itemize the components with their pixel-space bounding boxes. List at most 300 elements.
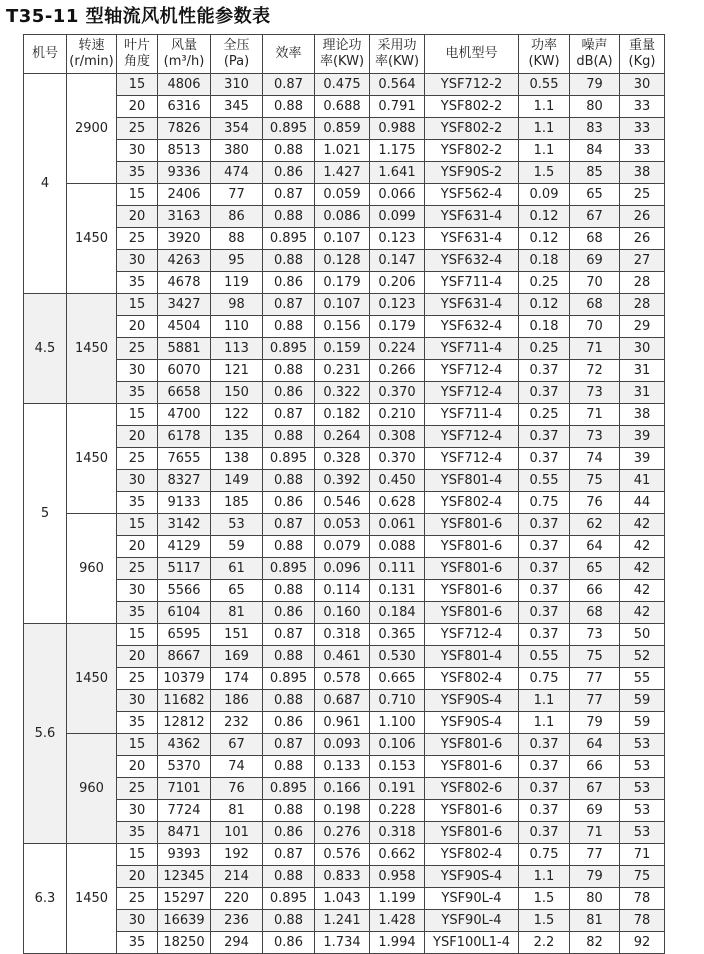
table-row	[24, 734, 665, 756]
cell-noise: 67	[570, 206, 620, 228]
cell-adopted-power: 1.994	[370, 932, 425, 954]
cell-adopted-power: 0.710	[370, 690, 425, 712]
cell-motor-model: YSF632-4	[425, 316, 519, 338]
cell-blade-angle: 35	[117, 382, 158, 404]
cell-motor-power: 0.55	[519, 646, 570, 668]
cell-theoretical-power: 0.318	[315, 624, 370, 646]
cell-efficiency: 0.87	[263, 294, 315, 316]
cell-airflow: 4678	[158, 272, 211, 294]
cell-noise: 77	[570, 668, 620, 690]
cell-theoretical-power: 0.475	[315, 74, 370, 96]
cell-theoretical-power: 0.079	[315, 536, 370, 558]
cell-efficiency: 0.87	[263, 184, 315, 206]
cell-efficiency: 0.86	[263, 492, 315, 514]
cell-blade-angle: 25	[117, 888, 158, 910]
cell-blade-angle: 20	[117, 426, 158, 448]
cell-airflow: 2406	[158, 184, 211, 206]
cell-theoretical-power: 1.043	[315, 888, 370, 910]
cell-weight: 42	[620, 602, 665, 624]
cell-motor-power: 0.09	[519, 184, 570, 206]
cell-adopted-power: 0.308	[370, 426, 425, 448]
cell-theoretical-power: 0.086	[315, 206, 370, 228]
cell-noise: 75	[570, 646, 620, 668]
cell-efficiency: 0.88	[263, 756, 315, 778]
cell-pressure: 59	[211, 536, 263, 558]
cell-efficiency: 0.88	[263, 470, 315, 492]
cell-motor-model: YSF90L-4	[425, 888, 519, 910]
cell-weight: 38	[620, 404, 665, 426]
cell-adopted-power: 0.099	[370, 206, 425, 228]
cell-theoretical-power: 0.392	[315, 470, 370, 492]
cell-motor-power: 0.25	[519, 404, 570, 426]
cell-efficiency: 0.86	[263, 932, 315, 954]
cell-pressure: 76	[211, 778, 263, 800]
cell-blade-angle: 15	[117, 74, 158, 96]
cell-speed: 2900	[67, 74, 117, 184]
cell-adopted-power: 0.123	[370, 294, 425, 316]
cell-motor-model: YSF631-4	[425, 228, 519, 250]
cell-airflow: 8513	[158, 140, 211, 162]
cell-pressure: 88	[211, 228, 263, 250]
cell-motor-power: 0.37	[519, 778, 570, 800]
cell-motor-power: 0.37	[519, 536, 570, 558]
cell-adopted-power: 1.100	[370, 712, 425, 734]
cell-airflow: 3163	[158, 206, 211, 228]
cell-speed: 1450	[67, 844, 117, 954]
cell-motor-model: YSF801-4	[425, 470, 519, 492]
cell-blade-angle: 15	[117, 404, 158, 426]
cell-theoretical-power: 0.107	[315, 228, 370, 250]
cell-weight: 42	[620, 536, 665, 558]
cell-airflow: 4263	[158, 250, 211, 272]
cell-efficiency: 0.88	[263, 140, 315, 162]
cell-blade-angle: 25	[117, 228, 158, 250]
cell-motor-power: 0.37	[519, 382, 570, 404]
cell-blade-angle: 30	[117, 470, 158, 492]
cell-pressure: 81	[211, 602, 263, 624]
cell-noise: 83	[570, 118, 620, 140]
cell-motor-model: YSF632-4	[425, 250, 519, 272]
cell-pressure: 61	[211, 558, 263, 580]
cell-adopted-power: 0.191	[370, 778, 425, 800]
cell-noise: 65	[570, 558, 620, 580]
table-row	[24, 866, 665, 888]
cell-theoretical-power: 0.133	[315, 756, 370, 778]
cell-pressure: 310	[211, 74, 263, 96]
cell-blade-angle: 20	[117, 96, 158, 118]
cell-weight: 42	[620, 558, 665, 580]
cell-pressure: 220	[211, 888, 263, 910]
cell-blade-angle: 35	[117, 822, 158, 844]
cell-airflow: 9133	[158, 492, 211, 514]
cell-weight: 53	[620, 756, 665, 778]
cell-motor-power: 0.37	[519, 734, 570, 756]
cell-weight: 53	[620, 734, 665, 756]
cell-motor-model: YSF802-6	[425, 778, 519, 800]
cell-pressure: 150	[211, 382, 263, 404]
cell-airflow: 5881	[158, 338, 211, 360]
cell-model: 5	[24, 404, 67, 624]
cell-weight: 41	[620, 470, 665, 492]
cell-adopted-power: 0.111	[370, 558, 425, 580]
table-row	[24, 382, 665, 404]
cell-airflow: 4806	[158, 74, 211, 96]
cell-theoretical-power: 0.264	[315, 426, 370, 448]
cell-efficiency: 0.88	[263, 206, 315, 228]
cell-adopted-power: 0.662	[370, 844, 425, 866]
table-row	[24, 668, 665, 690]
cell-theoretical-power: 0.687	[315, 690, 370, 712]
cell-theoretical-power: 0.961	[315, 712, 370, 734]
cell-weight: 44	[620, 492, 665, 514]
cell-adopted-power: 0.365	[370, 624, 425, 646]
table-row	[24, 646, 665, 668]
cell-pressure: 95	[211, 250, 263, 272]
cell-adopted-power: 0.123	[370, 228, 425, 250]
cell-blade-angle: 30	[117, 690, 158, 712]
cell-noise: 75	[570, 470, 620, 492]
cell-weight: 30	[620, 74, 665, 96]
cell-weight: 53	[620, 800, 665, 822]
cell-efficiency: 0.86	[263, 162, 315, 184]
cell-efficiency: 0.88	[263, 800, 315, 822]
cell-efficiency: 0.88	[263, 316, 315, 338]
cell-pressure: 86	[211, 206, 263, 228]
cell-pressure: 53	[211, 514, 263, 536]
cell-noise: 70	[570, 316, 620, 338]
header-theoretical-power: 理论功 率(KW)	[315, 35, 370, 74]
cell-motor-power: 0.75	[519, 844, 570, 866]
table-row	[24, 492, 665, 514]
cell-airflow: 4504	[158, 316, 211, 338]
cell-airflow: 16639	[158, 910, 211, 932]
cell-blade-angle: 35	[117, 162, 158, 184]
cell-theoretical-power: 0.053	[315, 514, 370, 536]
table-row	[24, 404, 665, 426]
cell-pressure: 122	[211, 404, 263, 426]
cell-noise: 71	[570, 338, 620, 360]
cell-motor-power: 1.1	[519, 712, 570, 734]
header-model: 机号	[24, 35, 67, 74]
cell-pressure: 214	[211, 866, 263, 888]
cell-noise: 68	[570, 228, 620, 250]
cell-noise: 79	[570, 74, 620, 96]
cell-speed: 1450	[67, 404, 117, 514]
cell-airflow: 3142	[158, 514, 211, 536]
cell-theoretical-power: 0.198	[315, 800, 370, 822]
cell-weight: 53	[620, 778, 665, 800]
table-row	[24, 74, 665, 96]
cell-motor-model: YSF712-4	[425, 426, 519, 448]
cell-theoretical-power: 0.276	[315, 822, 370, 844]
table-row	[24, 316, 665, 338]
cell-airflow: 6070	[158, 360, 211, 382]
cell-motor-model: YSF801-6	[425, 822, 519, 844]
cell-airflow: 7655	[158, 448, 211, 470]
cell-speed: 1450	[67, 294, 117, 404]
cell-motor-power: 1.5	[519, 162, 570, 184]
cell-efficiency: 0.88	[263, 250, 315, 272]
cell-efficiency: 0.87	[263, 734, 315, 756]
cell-noise: 73	[570, 426, 620, 448]
cell-adopted-power: 0.224	[370, 338, 425, 360]
cell-adopted-power: 0.088	[370, 536, 425, 558]
cell-theoretical-power: 0.059	[315, 184, 370, 206]
cell-efficiency: 0.87	[263, 404, 315, 426]
cell-pressure: 474	[211, 162, 263, 184]
cell-motor-power: 0.55	[519, 470, 570, 492]
cell-airflow: 6595	[158, 624, 211, 646]
cell-motor-power: 0.37	[519, 822, 570, 844]
cell-efficiency: 0.88	[263, 910, 315, 932]
cell-blade-angle: 15	[117, 844, 158, 866]
cell-weight: 39	[620, 426, 665, 448]
cell-efficiency: 0.86	[263, 272, 315, 294]
cell-adopted-power: 0.665	[370, 668, 425, 690]
table-row	[24, 470, 665, 492]
cell-theoretical-power: 0.461	[315, 646, 370, 668]
cell-theoretical-power: 0.179	[315, 272, 370, 294]
cell-efficiency: 0.88	[263, 536, 315, 558]
header-airflow: 风量 (m³/h)	[158, 35, 211, 74]
cell-motor-model: YSF90S-4	[425, 712, 519, 734]
cell-adopted-power: 0.530	[370, 646, 425, 668]
cell-adopted-power: 0.210	[370, 404, 425, 426]
cell-airflow: 4700	[158, 404, 211, 426]
cell-blade-angle: 20	[117, 866, 158, 888]
cell-motor-power: 1.1	[519, 96, 570, 118]
cell-noise: 69	[570, 250, 620, 272]
cell-theoretical-power: 0.578	[315, 668, 370, 690]
cell-efficiency: 0.88	[263, 646, 315, 668]
cell-airflow: 4129	[158, 536, 211, 558]
cell-weight: 78	[620, 910, 665, 932]
cell-noise: 84	[570, 140, 620, 162]
cell-pressure: 192	[211, 844, 263, 866]
cell-theoretical-power: 0.166	[315, 778, 370, 800]
cell-speed: 960	[67, 514, 117, 624]
cell-airflow: 12345	[158, 866, 211, 888]
cell-motor-power: 0.37	[519, 426, 570, 448]
cell-noise: 79	[570, 866, 620, 888]
cell-motor-power: 0.55	[519, 74, 570, 96]
cell-motor-model: YSF712-4	[425, 360, 519, 382]
cell-noise: 66	[570, 756, 620, 778]
cell-motor-power: 0.18	[519, 250, 570, 272]
cell-weight: 31	[620, 360, 665, 382]
header-adopted-power: 采用功 率(KW)	[370, 35, 425, 74]
cell-pressure: 101	[211, 822, 263, 844]
cell-noise: 79	[570, 712, 620, 734]
table-row	[24, 756, 665, 778]
cell-pressure: 380	[211, 140, 263, 162]
cell-adopted-power: 0.791	[370, 96, 425, 118]
cell-motor-model: YSF711-4	[425, 272, 519, 294]
cell-adopted-power: 0.106	[370, 734, 425, 756]
cell-efficiency: 0.895	[263, 338, 315, 360]
cell-efficiency: 0.86	[263, 602, 315, 624]
cell-motor-model: YSF801-6	[425, 756, 519, 778]
cell-speed: 1450	[67, 184, 117, 294]
cell-model: 6.3	[24, 844, 67, 954]
cell-blade-angle: 15	[117, 734, 158, 756]
cell-pressure: 151	[211, 624, 263, 646]
cell-motor-model: YSF631-4	[425, 206, 519, 228]
cell-airflow: 10379	[158, 668, 211, 690]
table-body	[24, 74, 665, 954]
cell-efficiency: 0.895	[263, 118, 315, 140]
cell-motor-power: 0.18	[519, 316, 570, 338]
cell-blade-angle: 30	[117, 250, 158, 272]
table-row	[24, 536, 665, 558]
cell-weight: 59	[620, 690, 665, 712]
cell-theoretical-power: 0.156	[315, 316, 370, 338]
cell-pressure: 121	[211, 360, 263, 382]
table-row	[24, 580, 665, 602]
cell-airflow: 6316	[158, 96, 211, 118]
cell-adopted-power: 1.199	[370, 888, 425, 910]
cell-noise: 85	[570, 162, 620, 184]
cell-weight: 42	[620, 580, 665, 602]
cell-motor-model: YSF802-2	[425, 118, 519, 140]
cell-weight: 53	[620, 822, 665, 844]
cell-airflow: 5566	[158, 580, 211, 602]
header-motor-power: 功率 (KW)	[519, 35, 570, 74]
cell-noise: 73	[570, 382, 620, 404]
cell-blade-angle: 30	[117, 580, 158, 602]
table-row	[24, 558, 665, 580]
cell-motor-power: 0.12	[519, 206, 570, 228]
cell-theoretical-power: 0.160	[315, 602, 370, 624]
page-title: T35-11 型轴流风机性能参数表	[6, 6, 271, 27]
cell-weight: 26	[620, 206, 665, 228]
cell-weight: 31	[620, 382, 665, 404]
cell-motor-model: YSF801-6	[425, 580, 519, 602]
cell-adopted-power: 1.641	[370, 162, 425, 184]
cell-efficiency: 0.895	[263, 778, 315, 800]
header-efficiency: 效率	[263, 35, 315, 74]
cell-pressure: 119	[211, 272, 263, 294]
table-row	[24, 822, 665, 844]
cell-pressure: 81	[211, 800, 263, 822]
cell-airflow: 7101	[158, 778, 211, 800]
cell-motor-model: YSF801-6	[425, 536, 519, 558]
cell-motor-model: YSF631-4	[425, 294, 519, 316]
cell-noise: 73	[570, 624, 620, 646]
cell-adopted-power: 0.184	[370, 602, 425, 624]
table-row	[24, 778, 665, 800]
cell-blade-angle: 35	[117, 932, 158, 954]
cell-adopted-power: 0.206	[370, 272, 425, 294]
cell-pressure: 186	[211, 690, 263, 712]
cell-blade-angle: 25	[117, 118, 158, 140]
cell-theoretical-power: 0.093	[315, 734, 370, 756]
cell-airflow: 6658	[158, 382, 211, 404]
cell-motor-power: 0.37	[519, 800, 570, 822]
cell-weight: 55	[620, 668, 665, 690]
cell-motor-power: 0.25	[519, 338, 570, 360]
cell-blade-angle: 30	[117, 140, 158, 162]
cell-model: 4	[24, 74, 67, 294]
cell-adopted-power: 0.228	[370, 800, 425, 822]
cell-efficiency: 0.88	[263, 426, 315, 448]
cell-pressure: 74	[211, 756, 263, 778]
cell-efficiency: 0.87	[263, 844, 315, 866]
cell-pressure: 135	[211, 426, 263, 448]
cell-noise: 82	[570, 932, 620, 954]
header-weight: 重量 (Kg)	[620, 35, 665, 74]
cell-noise: 72	[570, 360, 620, 382]
cell-motor-power: 1.1	[519, 118, 570, 140]
cell-efficiency: 0.86	[263, 822, 315, 844]
cell-blade-angle: 30	[117, 800, 158, 822]
cell-weight: 33	[620, 96, 665, 118]
table-row	[24, 448, 665, 470]
cell-theoretical-power: 0.576	[315, 844, 370, 866]
cell-noise: 64	[570, 536, 620, 558]
cell-weight: 42	[620, 514, 665, 536]
cell-blade-angle: 35	[117, 602, 158, 624]
cell-noise: 65	[570, 184, 620, 206]
table-row	[24, 118, 665, 140]
cell-motor-model: YSF802-4	[425, 492, 519, 514]
cell-blade-angle: 35	[117, 492, 158, 514]
cell-noise: 64	[570, 734, 620, 756]
cell-motor-power: 0.37	[519, 558, 570, 580]
cell-speed: 960	[67, 734, 117, 844]
cell-noise: 77	[570, 844, 620, 866]
table-row	[24, 140, 665, 162]
cell-efficiency: 0.86	[263, 382, 315, 404]
cell-adopted-power: 0.153	[370, 756, 425, 778]
cell-efficiency: 0.87	[263, 514, 315, 536]
cell-weight: 33	[620, 140, 665, 162]
cell-efficiency: 0.86	[263, 712, 315, 734]
cell-theoretical-power: 0.128	[315, 250, 370, 272]
cell-noise: 69	[570, 800, 620, 822]
cell-airflow: 11682	[158, 690, 211, 712]
cell-weight: 30	[620, 338, 665, 360]
cell-motor-model: YSF712-4	[425, 448, 519, 470]
cell-weight: 28	[620, 272, 665, 294]
cell-motor-model: YSF802-4	[425, 844, 519, 866]
cell-pressure: 110	[211, 316, 263, 338]
cell-motor-model: YSF802-2	[425, 96, 519, 118]
cell-pressure: 174	[211, 668, 263, 690]
cell-blade-angle: 15	[117, 184, 158, 206]
cell-pressure: 169	[211, 646, 263, 668]
cell-efficiency: 0.895	[263, 558, 315, 580]
cell-motor-power: 1.1	[519, 690, 570, 712]
cell-motor-model: YSF562-4	[425, 184, 519, 206]
cell-motor-model: YSF711-4	[425, 338, 519, 360]
cell-motor-model: YSF801-6	[425, 800, 519, 822]
cell-airflow: 6178	[158, 426, 211, 448]
cell-weight: 59	[620, 712, 665, 734]
cell-adopted-power: 0.147	[370, 250, 425, 272]
cell-airflow: 3427	[158, 294, 211, 316]
table-row	[24, 96, 665, 118]
cell-motor-model: YSF802-2	[425, 140, 519, 162]
cell-motor-model: YSF712-4	[425, 382, 519, 404]
cell-speed: 1450	[67, 624, 117, 734]
cell-pressure: 113	[211, 338, 263, 360]
cell-motor-power: 0.37	[519, 624, 570, 646]
table-row	[24, 338, 665, 360]
cell-motor-model: YSF711-4	[425, 404, 519, 426]
performance-table	[23, 34, 665, 954]
cell-blade-angle: 25	[117, 338, 158, 360]
